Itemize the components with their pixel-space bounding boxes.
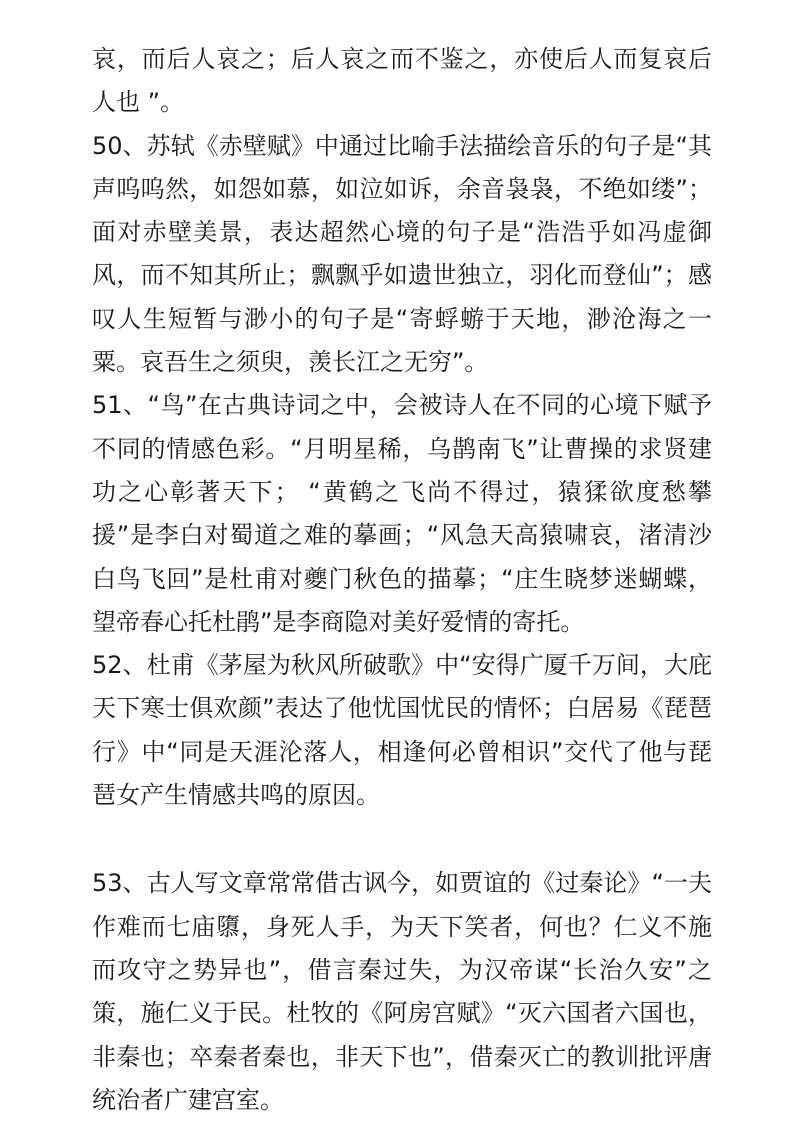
paragraph-item-50: 50、苏轼《赤壁赋》中通过比喻手法描绘音乐的句子是“其声呜呜然，如怨如慕，如泣如诉，余音袅袅，不绝如缕”；面对赤壁美景，表达超然心境的句子是“浩浩乎如冯虚御风，而不知其所止；飘飘乎如遗世独立，羽化而登仙”；感叹人生短暂与渺小的句子是“寄蜉蝣于天地，渺沧海之一粟。哀吾生之须臾，羡长江之无穷”。 — [92, 131, 712, 377]
paragraph-item-51: 51、“鸟”在古典诗词之中，会被诗人在不同的心境下赋予不同的情感色彩。“月明星稀，乌鹊南飞”让曹操的求贤建功之心彰著天下； “黄鹤之飞尚不得过，猿猱欲度愁攀援”是李白对蜀道之难的摹画；“风急天高猿啸哀，渚清沙白鸟飞回”是杜甫对夔门秋色的描摹；“庄生晓梦迷蝴蝶，望帝春心托杜鹃”是李商隐对美好爱情的寄托。 — [92, 391, 712, 636]
document-body — [92, 38, 712, 1122]
paragraph-item-52: 52、杜甫《茅屋为秋风所破歌》中“安得广厦千万间，大庇天下寒士俱欢颜”表达了他忧国忧民的情怀；白居易《琵琶行》中“同是天涯沦落人，相逢何必曾相识”交代了他与琵琶女产生情感共鸣的原因。 — [92, 651, 712, 810]
paragraph-gap — [92, 817, 712, 862]
paragraph-item-53: 53、古人写文章常常借古讽今，如贾谊的《过秦论》“一夫作难而七庙隳，身死人手，为天下笑者，何也？仁义不施而攻守之势异也”，借言秦过失，为汉帝谋“长治久安”之策，施仁义于民。杜牧的《阿房宫赋》“灭六国者六国也，非秦也；卒秦者秦也，非天下也”，借秦灭亡的教训批评唐统治者广建宫室。 — [92, 869, 712, 1114]
paragraph-continuation: 哀，而后人哀之；后人哀之而不鉴之，亦使后人而复哀后人也 ”。 — [92, 45, 712, 117]
